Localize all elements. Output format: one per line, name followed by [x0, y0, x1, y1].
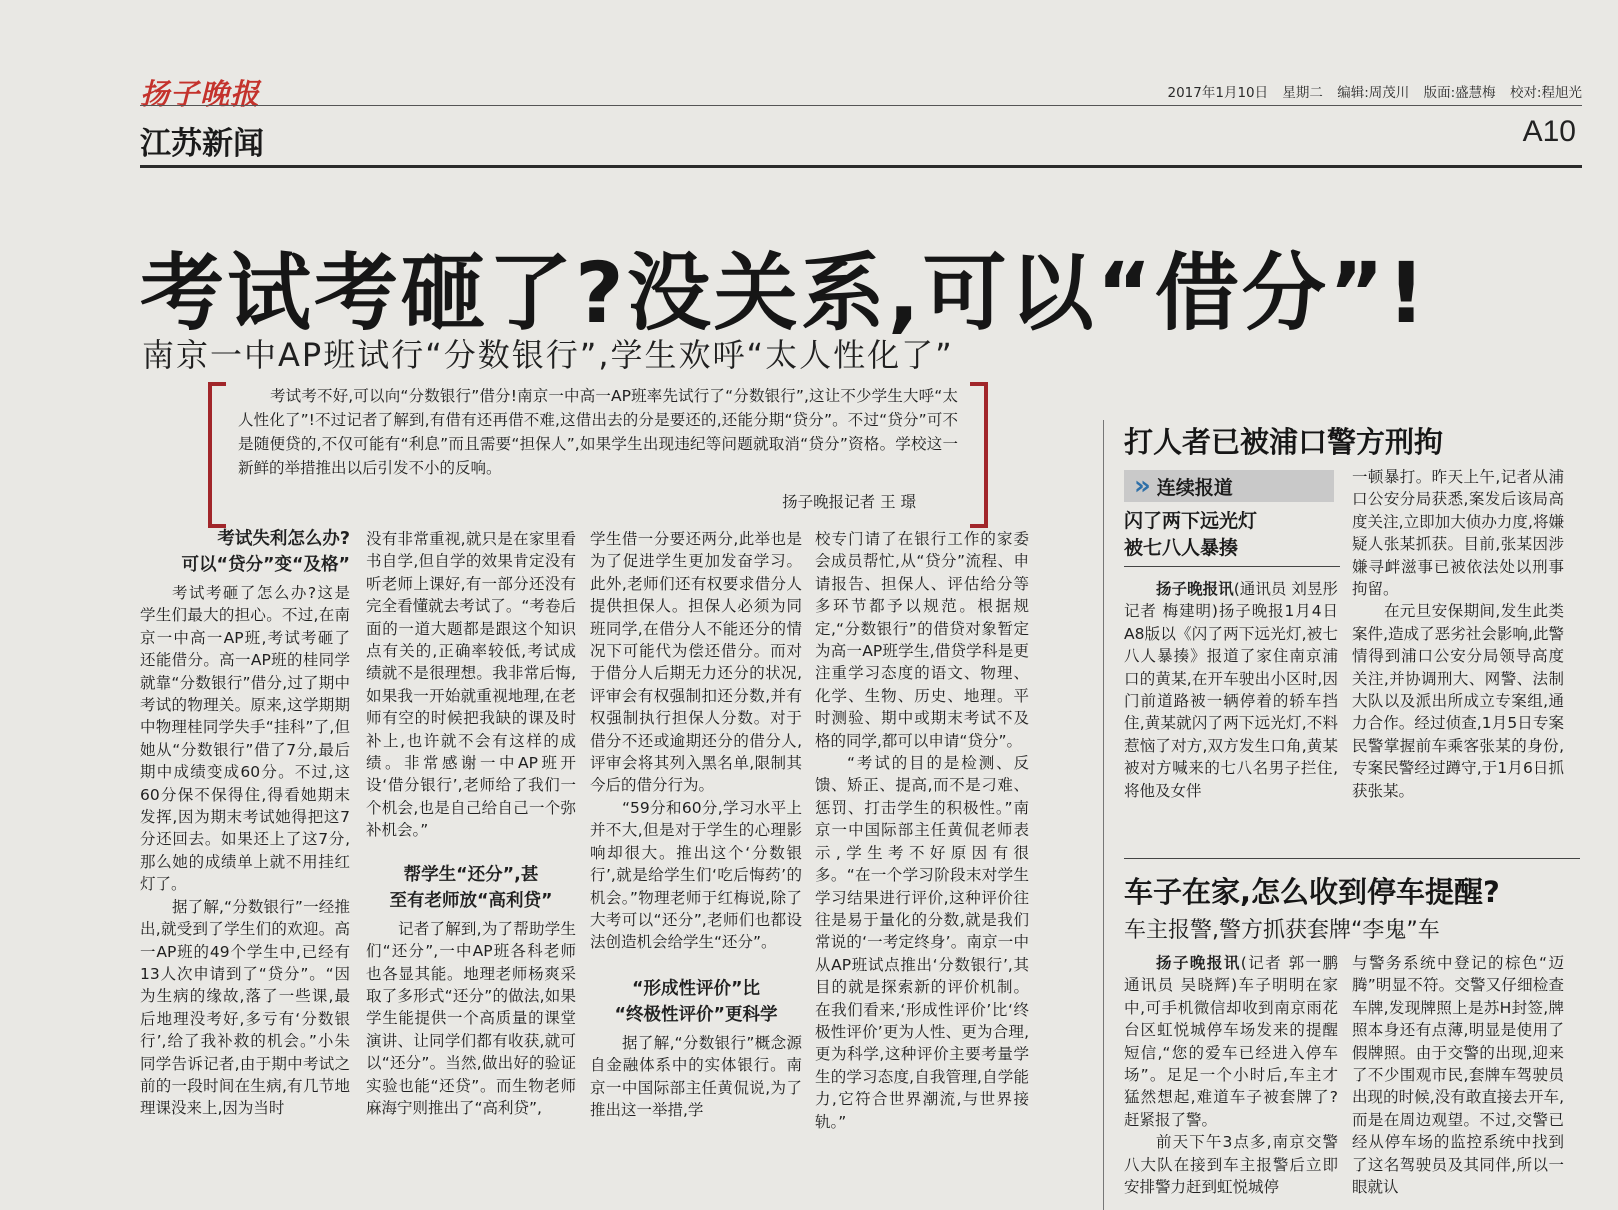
newspaper-logo: 扬子晚报 — [140, 77, 261, 111]
side-story-1-headline: 打人者已被浦口警方刑拘 — [1124, 425, 1444, 459]
section-heading-3a: “形成性评价”比 — [631, 978, 760, 999]
reporter-credit: (通讯员 刘昱彤 记者 梅建明) — [1124, 580, 1338, 621]
paragraph: 与警务系统中登记的棕色“迈腾”明显不符。交警又仔细检查车牌,发现牌照上是苏H封签,牌照本身还有点薄,明显是使用了假牌照。由于交警的出现,迎来了不少围观市民,套牌车驾驶员出现的时候,没有敢直接去开车,而是在周边观望。不过,交警已经从停车场的监控系统中找到了这名驾驶员及其同伴,所以一眼就认 — [1352, 954, 1564, 1197]
paragraph: “考试的目的是检测、反馈、矫正、提高,而不是刁难、惩罚、打击学生的积极性。”南京一中国际部主任黄侃老师表示,学生考不好原因有很多。“在一个学习阶段末对学生学习结果进行评价,这种评价往往是易于量化的分数,就是我们常说的‘一考定终身’。南京一中从AP班试点推出‘分数银行’,其目的就是探索新的评价机制。在我们看来,‘形成性评价’比‘终极性评价’更为人性、更为合理,更为科学,这种评价主要考量学生的学习态度,自我管理,自学能力,它符合世界潮流,与世界接轨。” — [815, 754, 1029, 1131]
side-story-1-column-1 — [1124, 578, 1338, 802]
byline: 扬子晚报记者 王 璟 — [782, 493, 916, 511]
section-heading-2 — [366, 862, 576, 914]
paragraph: 学生借一分要还两分,此举也是为了促进学生更加发奋学习。此外,老师们还有权要求借分人提供担保人。担保人必须为同班同学,在借分人不能还分的情况下可能代为偿还借分。而对于借分人后期无力还分的状况,评审会有权强制扣还分数,并有权强制执行担保人分数。对于借分不还或逾期还分的借分人,评审会将其列入黑名单,限制其今后的借分行为。 — [590, 530, 802, 795]
side-rule — [1124, 858, 1580, 859]
issue-date: 2017年1月10日 — [1167, 85, 1269, 101]
proof-credit: 校对:程旭光 — [1509, 85, 1582, 101]
news-source: 扬子晚报讯 — [1156, 580, 1234, 598]
side-story-2-column-1 — [1124, 952, 1338, 1198]
side-rule — [1124, 566, 1340, 567]
paragraph: 校专门请了在银行工作的家委会成员帮忙,从“贷分”流程、申请报告、担保人、评估给分等多环节都予以规范。根据规定,“分数银行”的借贷对象暂定为高一AP班学生,借贷学科是更注重学习态度的语文、物理、化学、生物、历史、地理。平时测验、期中或期末考试不及格的同学,都可以申请“贷分”。 — [815, 530, 1029, 750]
chevron-right-icon: » — [1134, 471, 1151, 501]
lead-box — [208, 382, 988, 516]
side-story-1-subheading-a: 闪了两下远光灯 — [1124, 510, 1258, 532]
side-story-2-headline: 车子在家,怎么收到停车提醒? — [1124, 875, 1500, 909]
series-tag — [1124, 470, 1334, 502]
paragraph-text: 扬子晚报1月4日A8版以《闪了两下远光灯,被七八人暴揍》报道了家住南京浦口的黄某,在开车驶出小区时,因门前道路被一辆停着的轿车挡住,黄某就闪了两下远光灯,不料惹恼了对方,双方发生口角,黄某被对方喊来的七八名男子拦住,将他及女伴 — [1124, 602, 1338, 800]
article-column-1 — [140, 522, 350, 1120]
reporter-credit: (记者 郭一鹏 通讯员 吴晓辉) — [1124, 954, 1338, 995]
article-column-3 — [590, 528, 802, 1121]
issue-info — [1158, 81, 1583, 101]
section-heading-2a: 帮学生“还分”,甚 — [403, 864, 539, 885]
paragraph-text: 车子明明在家中,可手机微信却收到南京雨花台区虹悦城停车场发来的提醒短信,“您的爱车已经进入停车场”。足足一个小时后,车主才猛然想起,难道车子被套牌了?赶紧报了警。 — [1124, 976, 1338, 1129]
side-story-1-subheading — [1124, 508, 1344, 562]
paragraph: “59分和60分,学习水平上并不大,但是对于学生的心理影响却很大。推出这个‘分数银行’,就是给学生们‘吃后悔药’的机会。”物理老师于红梅说,除了大考可以“还分”,老师们也都设法创造机会给学生“还分”。 — [590, 798, 802, 952]
side-story-2-subheadline: 车主报警,警方抓获套牌“李鬼”车 — [1124, 918, 1440, 943]
paragraph: 前天下午3点多,南京交警八大队在接到车主报警后立即安排警力赶到虹悦城停 — [1124, 1133, 1338, 1197]
section-heading-3b: “终极性评价”更科学 — [614, 1004, 778, 1025]
page-number: A10 — [1522, 115, 1576, 148]
section-heading-1b: 可以“贷分”变“及格” — [181, 555, 350, 575]
paragraph: 考试考砸了怎么办?这是学生们最大的担心。不过,在南京一中高一AP班,考试考砸了还能借分。高一AP班的桂同学就靠“分数银行”借分,过了期中考试的物理关。原来,这学期期中物理桂同学失手“挂科”了,但她从“分数银行”借了7分,最后期中成绩变成60分。不过,这60分保不保得住,得看她期末发挥,因为期末考试她得把这7分还回去。如果还上了这7分,那么她的成绩单上就不用挂红灯了。 — [140, 584, 350, 894]
paragraph: 一顿暴打。昨天上午,记者从浦口公安分局获悉,案发后该局高度关注,立即加大侦办力度,将嫌疑人张某抓获。目前,张某因涉嫌寻衅滋事已被依法处以刑事拘留。 — [1352, 468, 1564, 599]
left-bracket — [208, 382, 226, 528]
article-column-2 — [366, 528, 576, 1119]
paragraph: 据了解,“分数银行”概念源自金融体系中的实体银行。南京一中国际部主任黄侃说,为了推出这一举措,学 — [590, 1033, 802, 1119]
paragraph: 记者了解到,为了帮助学生们“还分”,一中AP班各科老师也各显其能。地理老师杨爽采取了多形式“还分”的做法,如果学生能提供一个高质量的课堂演讲、让同学们都有收获,就可以“还分”。当然,做出好的验证实验也能“还贷”。而生物老师麻海宁则推出了“高利贷”, — [366, 919, 576, 1117]
issue-weekday: 星期二 — [1282, 85, 1323, 101]
section-heading-3 — [590, 976, 802, 1028]
main-headline: 考试考砸了?没关系,可以“借分”! — [140, 244, 1429, 342]
side-story-1-subheading-b: 被七八人暴揍 — [1124, 537, 1239, 559]
paragraph — [1124, 578, 1338, 802]
lead-paragraph: 考试考不好,可以向“分数银行”借分!南京一中高一AP班率先试行了“分数银行”,这让不少学生大呼“太人性化了”!不过记者了解到,有借有还再借不难,这借出去的分是要还的,还能分期“贷分”。不过“贷分”可不是随便贷的,不仅可能有“利息”而且需要“担保人”,如果学生出现违纪等问题就取消“贷分”资格。学校这一新鲜的举措推出以后引发不小的反响。 — [238, 387, 958, 477]
series-label: 连续报道 — [1156, 476, 1233, 499]
section-heading-1a: 考试失利怎么办? — [217, 529, 350, 549]
paragraph: 在元旦安保期间,发生此类案件,造成了恶劣社会影响,此警情得到浦口公安分局领导高度关注,并协调刑大、网警、法制大队以及派出所成立专案组,通力合作。经过侦查,1月5日专案民警掌握前车乘客张某的身份,专案民警经过蹲守,于1月6日抓获张某。 — [1352, 602, 1564, 800]
column-divider — [1103, 420, 1104, 1210]
main-subheadline: 南京一中AP班试行“分数银行”,学生欢呼“太人性化了” — [142, 336, 954, 374]
side-story-1-column-2 — [1352, 466, 1564, 802]
editor-credit: 编辑:周茂川 — [1337, 85, 1410, 101]
right-bracket — [970, 382, 988, 528]
header-rule — [140, 105, 1582, 106]
news-source: 扬子晚报讯 — [1156, 954, 1241, 972]
side-story-2-column-2 — [1352, 952, 1564, 1198]
section-heading-2b: 至有老师放“高利贷” — [389, 890, 553, 911]
paragraph: 没有非常重视,就只是在家里看书自学,但自学的效果肯定没有听老师上课好,有一部分还没有完全看懂就去考试了。“考卷后面的一道大题都是跟这个知识点有关的,正确率较低,考试成绩就不是很理想。我非常后悔,如果我一开始就重视地理,在老师有空的时候把我缺的课及时补上,也许就不会有这样的成绩。非常感谢一中AP班开设‘借分银行’,老师给了我们一个机会,也是自己给自己一个弥补机会。” — [366, 530, 576, 840]
article-column-4 — [815, 528, 1029, 1133]
paragraph: 据了解,“分数银行”一经推出,就受到了学生们的欢迎。高一AP班的49个学生中,已经有13人次申请到了“贷分”。“因为生病的缘故,落了一些课,最后地理没考好,多亏有‘分数银行’,给了我补救的机会。”小朱同学告诉记者,由于期中考试之前的一段时间在生病,有几节地理课没来上,因为当时 — [140, 897, 350, 1118]
layout-credit: 版面:盛慧梅 — [1423, 85, 1496, 101]
section-title: 江苏新闻 — [140, 126, 264, 162]
section-heading-1 — [140, 526, 350, 578]
paragraph — [1124, 952, 1338, 1131]
section-rule — [140, 165, 1582, 168]
